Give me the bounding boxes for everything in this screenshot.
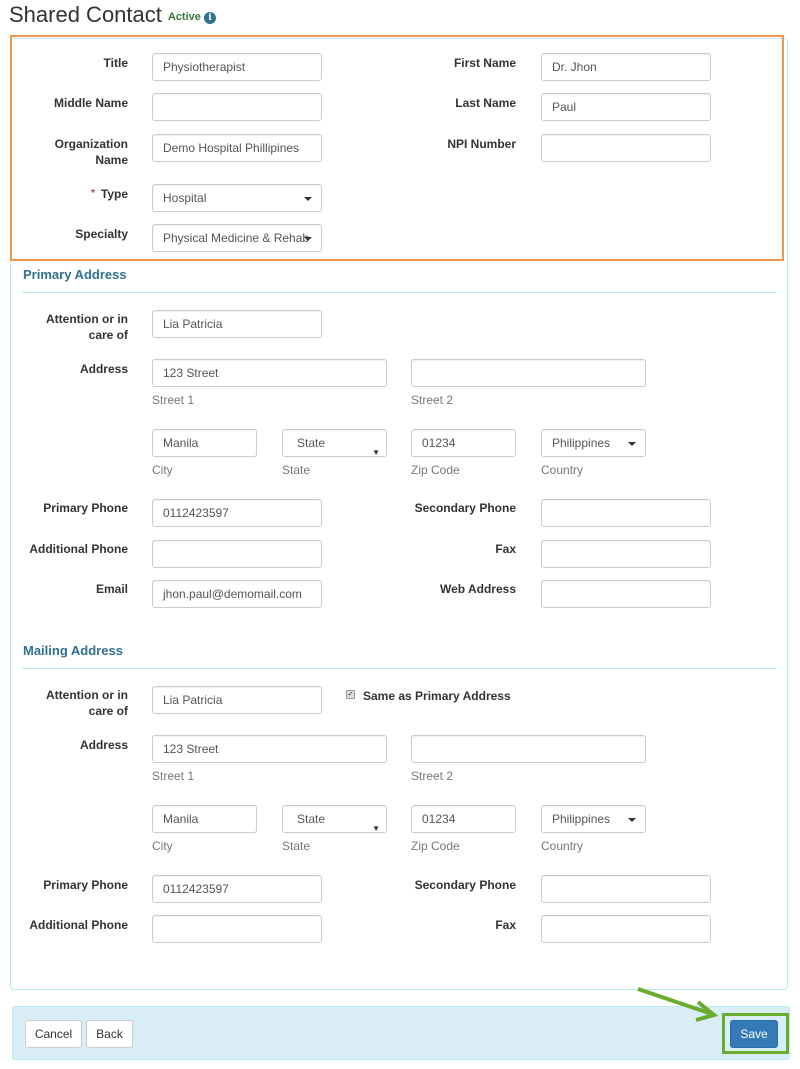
info-circle-icon[interactable]: i xyxy=(204,12,216,24)
primary-phone-input[interactable]: 0112423597 xyxy=(152,499,322,527)
email-label: Email xyxy=(95,582,128,596)
divider xyxy=(22,292,776,293)
secondary-phone-label: Secondary Phone xyxy=(414,501,516,515)
divider xyxy=(22,668,776,669)
primary-state-select[interactable] xyxy=(282,429,387,457)
specialty-label: Specialty xyxy=(75,227,128,241)
caret-down-icon xyxy=(628,442,636,446)
organization-name-input[interactable]: Demo Hospital Phillipines xyxy=(152,134,322,162)
primary-street1-input[interactable]: 123 Street xyxy=(152,359,387,387)
primary-address-label: Address xyxy=(79,362,128,376)
email-input[interactable]: jhon.paul@demomail.com xyxy=(152,580,322,608)
cancel-button[interactable]: Cancel xyxy=(25,1020,82,1048)
mailing-city-input[interactable]: Manila xyxy=(152,805,257,833)
primary-address-title: Primary Address xyxy=(23,267,127,282)
required-asterisk: * xyxy=(90,188,95,199)
primary-country-select[interactable] xyxy=(541,429,646,457)
title-label: Title xyxy=(103,56,128,70)
mailing-attention-label xyxy=(20,687,128,719)
street2-help: Street 2 xyxy=(411,393,454,407)
attention-label-line2: care of xyxy=(88,704,128,718)
street1-help: Street 1 xyxy=(152,393,195,407)
first-name-input[interactable]: Dr. Jhon xyxy=(541,53,711,81)
mailing-attention-input[interactable]: Lia Patricia xyxy=(152,686,322,714)
state-help: State xyxy=(282,839,311,853)
additional-phone-label: Additional Phone xyxy=(29,542,128,556)
mailing-zip-input[interactable]: 01234 xyxy=(411,805,516,833)
caret-down-icon xyxy=(628,818,636,822)
web-address-label: Web Address xyxy=(439,582,516,596)
caret-down-icon: ▼ xyxy=(372,448,380,457)
organization-label-line1: Organization xyxy=(54,137,128,151)
page-title xyxy=(9,2,216,28)
npi-number-label: NPI Number xyxy=(447,137,516,151)
additional-phone-input[interactable] xyxy=(152,540,322,568)
general-info-highlight-box xyxy=(10,35,784,261)
type-select-value: Hospital xyxy=(163,191,207,205)
secondary-phone-input[interactable] xyxy=(541,499,711,527)
type-label-text: Type xyxy=(100,187,128,201)
mailing-primary-phone-input[interactable]: 0112423597 xyxy=(152,875,322,903)
zip-help: Zip Code xyxy=(411,839,460,853)
attention-label-line1: Attention or in xyxy=(46,688,128,702)
state-select-value: State xyxy=(297,436,326,450)
last-name-input[interactable]: Paul xyxy=(541,93,711,121)
city-help: City xyxy=(152,463,173,477)
fax-label: Fax xyxy=(495,542,516,556)
page-title-text: Shared Contact xyxy=(9,2,162,27)
mailing-street1-input[interactable]: 123 Street xyxy=(152,735,387,763)
web-address-input[interactable] xyxy=(541,580,711,608)
back-button[interactable]: Back xyxy=(86,1020,133,1048)
arrow-annotation-icon xyxy=(634,984,724,1024)
same-as-primary-label[interactable]: Same as Primary Address xyxy=(363,689,511,703)
last-name-label: Last Name xyxy=(455,96,516,110)
middle-name-label: Middle Name xyxy=(53,96,128,110)
attention-label-line2: care of xyxy=(88,328,128,342)
save-highlight-box xyxy=(722,1013,789,1054)
first-name-label: First Name xyxy=(453,56,516,70)
state-select-value: State xyxy=(297,812,326,826)
street1-help: Street 1 xyxy=(152,769,195,783)
mailing-additional-phone-input[interactable] xyxy=(152,915,322,943)
mailing-secondary-phone-input[interactable] xyxy=(541,875,711,903)
street2-help: Street 2 xyxy=(411,769,454,783)
primary-attention-input[interactable]: Lia Patricia xyxy=(152,310,322,338)
mailing-fax-label: Fax xyxy=(495,918,516,932)
mailing-state-select[interactable] xyxy=(282,805,387,833)
attention-label-line1: Attention or in xyxy=(46,312,128,326)
city-help: City xyxy=(152,839,173,853)
mailing-country-select[interactable] xyxy=(541,805,646,833)
title-input[interactable]: Physiotherapist xyxy=(152,53,322,81)
status-badge: Active xyxy=(167,11,201,23)
mailing-primary-phone-label: Primary Phone xyxy=(43,878,128,892)
country-help: Country xyxy=(541,839,584,853)
primary-street2-input[interactable] xyxy=(411,359,646,387)
primary-city-input[interactable]: Manila xyxy=(152,429,257,457)
fax-input[interactable] xyxy=(541,540,711,568)
caret-down-icon: ▼ xyxy=(372,824,380,833)
primary-zip-input[interactable]: 01234 xyxy=(411,429,516,457)
state-help: State xyxy=(282,463,311,477)
mailing-secondary-phone-label: Secondary Phone xyxy=(414,878,516,892)
country-select-value: Philippines xyxy=(552,436,611,450)
mailing-address-label: Address xyxy=(79,738,128,752)
specialty-select-value: Physical Medicine & Rehab xyxy=(163,231,310,245)
primary-attention-label xyxy=(20,311,128,343)
country-help: Country xyxy=(541,463,584,477)
country-select-value: Philippines xyxy=(552,812,611,826)
primary-phone-label: Primary Phone xyxy=(43,501,128,515)
organization-label-line2: Name xyxy=(95,153,128,167)
same-as-primary-checkbox[interactable]: ✓ xyxy=(347,691,354,698)
zip-help: Zip Code xyxy=(411,463,460,477)
save-button[interactable]: Save xyxy=(730,1020,778,1048)
mailing-address-title: Mailing Address xyxy=(23,643,123,658)
mailing-street2-input[interactable] xyxy=(411,735,646,763)
mailing-additional-phone-label: Additional Phone xyxy=(29,918,128,932)
mailing-fax-input[interactable] xyxy=(541,915,711,943)
